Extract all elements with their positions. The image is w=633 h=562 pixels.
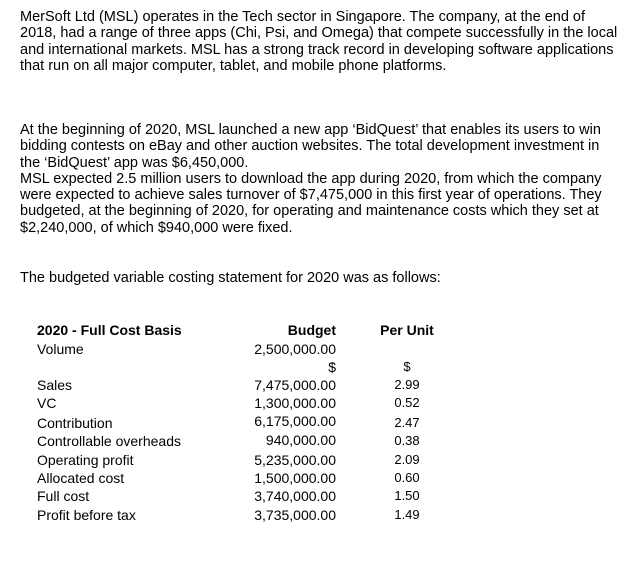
row-label-sales: Sales (37, 377, 73, 393)
row-label-controllable-overheads: Controllable overheads (37, 433, 181, 449)
row-budget-full-cost: 3,740,000.00 (254, 488, 336, 504)
row-label-operating-profit: Operating profit (37, 452, 134, 468)
volume-budget: 2,500,000.00 (254, 341, 336, 357)
launch-paragraph-part-2: MSL expected 2.5 million users to download the app during 2020, from which the company were expected to achieve sales turnover of $7,475,000 in this first year of operations. They budgeted, at the beginning of 2020, for operating and maintenance costs which they set at $2,240,000, of which $940,000 were fixed. (20, 170, 602, 236)
row-label-allocated-cost: Allocated cost (37, 470, 125, 486)
row-per-unit-profit-before-tax: 1.49 (394, 507, 420, 522)
row-label-profit-before-tax: Profit before tax (37, 507, 136, 523)
row-per-unit-contribution: 2.47 (394, 415, 420, 430)
table-header-per-unit: Per Unit (380, 322, 434, 338)
statement-intro: The budgeted variable costing statement for 2020 was as follows: (20, 270, 441, 286)
row-label-full-cost: Full cost (37, 488, 90, 504)
row-budget-profit-before-tax: 3,735,000.00 (254, 507, 336, 523)
volume-label: Volume (37, 341, 84, 357)
table-header-budget: Budget (287, 322, 336, 338)
intro-paragraph: MerSoft Ltd (MSL) operates in the Tech sector in Singapore. The company, at the end of 2018, had a range of three apps (Chi, Psi, and Omega) that compete successfully in the local and international markets. MSL has a strong track record in developing software applications that run on all major computer, tablet, and mobile phone platforms. (20, 9, 618, 74)
row-budget-controllable-overheads: 940,000.00 (265, 432, 336, 448)
table-header-label: 2020 - Full Cost Basis (37, 322, 182, 338)
row-budget-vc: 1,300,000.00 (254, 395, 336, 411)
row-per-unit-controllable-overheads: 0.38 (394, 433, 420, 448)
row-budget-sales: 7,475,000.00 (254, 377, 336, 393)
row-label-vc: VC (37, 395, 57, 411)
currency-budget: $ (328, 359, 336, 375)
row-budget-allocated-cost: 1,500,000.00 (254, 470, 336, 486)
currency-per-unit: $ (403, 359, 411, 374)
row-per-unit-vc: 0.52 (394, 395, 420, 410)
row-budget-operating-profit: 5,235,000.00 (254, 452, 336, 468)
launch-paragraph-part-1: At the beginning of 2020, MSL launched a new app ‘BidQuest’ that enables its users to win bidding contests on eBay and other auction websites. The total development investment in the ‘BidQuest’ app was $6,450,000. (20, 122, 601, 171)
row-per-unit-sales: 2.99 (394, 377, 420, 392)
row-per-unit-full-cost: 1.50 (394, 488, 420, 503)
row-per-unit-operating-profit: 2.09 (394, 452, 420, 467)
row-label-contribution: Contribution (37, 415, 113, 431)
row-budget-contribution: 6,175,000.00 (254, 413, 336, 429)
row-per-unit-allocated-cost: 0.60 (394, 470, 420, 485)
